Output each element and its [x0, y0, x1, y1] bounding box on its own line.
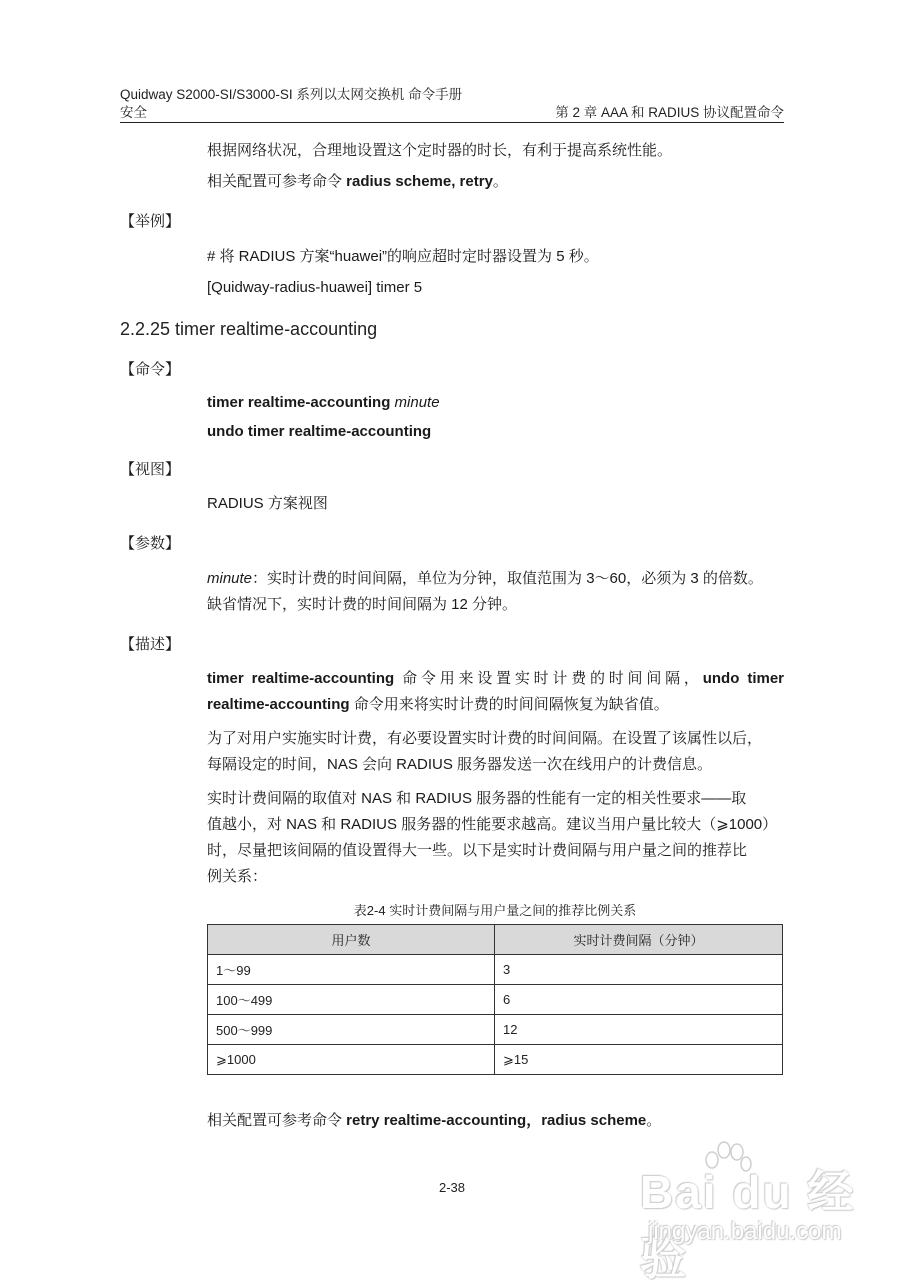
param-description: minute：实时计费的时间间隔，单位为分钟，取值范围为 3～60，必须为 3 的倍数。: [207, 570, 763, 587]
params-label: 【参数】: [120, 535, 181, 552]
column-header-users: 用户数: [208, 925, 495, 955]
example-comment: # 将 RADIUS 方案“huawei”的响应超时定时器设置为 5 秒。: [207, 248, 599, 265]
description-p3-line4: 例关系：: [207, 868, 268, 885]
recommendation-table: [207, 924, 783, 1075]
view-label: 【视图】: [120, 461, 181, 478]
table-row: [208, 985, 783, 1015]
view-value: RADIUS 方案视图: [207, 495, 328, 512]
cell-users: 500～999: [208, 1015, 495, 1045]
command-label: 【命令】: [120, 361, 181, 378]
table-caption: 表2-4 实时计费间隔与用户量之间的推荐比例关系: [353, 903, 637, 918]
table-row: [208, 955, 783, 985]
cell-users: 100～499: [208, 985, 495, 1015]
command-syntax: timer realtime-accounting minute: [207, 394, 440, 411]
column-header-interval: 实时计费间隔（分钟）: [495, 925, 783, 955]
doc-section: 安全: [120, 105, 147, 120]
doc-title: Quidway S2000-SI/S3000-SI 系列以太网交换机 命令手册: [120, 87, 463, 102]
cell-interval: ⩾15: [495, 1045, 783, 1075]
cell-interval: 3: [495, 955, 783, 985]
page-number: 2-38: [438, 1180, 466, 1195]
related-commands-footer: 相关配置可参考命令 retry realtime-accounting，radius scheme。: [207, 1112, 662, 1129]
desc-line: 根据网络状况，合理地设置这个定时器的时长，有利于提高系统性能。: [207, 142, 673, 159]
section-heading: 2.2.25 timer realtime-accounting: [120, 319, 378, 339]
undo-command-syntax: undo timer realtime-accounting: [207, 423, 432, 440]
table-row: [208, 1015, 783, 1045]
cell-interval: 12: [495, 1015, 783, 1045]
watermark-url: jingyan.baidu.com: [648, 1218, 842, 1245]
watermark-logo: Bai du 经验: [640, 1166, 856, 1284]
baidu-watermark: [640, 1140, 880, 1284]
cell-users: ⩾1000: [208, 1045, 495, 1075]
table-header-row: [208, 925, 783, 955]
description-label: 【描述】: [120, 636, 181, 653]
related-commands: 相关配置可参考命令 radius scheme, retry。: [207, 173, 508, 190]
table-row: [208, 1045, 783, 1075]
description-p3-line1: 实时计费间隔的取值对 NAS 和 RADIUS 服务器的性能有一定的相关性要求——取: [207, 790, 747, 807]
description-p3-line2: 值越小，对 NAS 和 RADIUS 服务器的性能要求越高。建议当用户量比较大（⩾1000）: [207, 816, 778, 833]
description-p2-line2: 每隔设定的时间，NAS 会向 RADIUS 服务器发送一次在线用户的计费信息。: [207, 756, 713, 773]
header-rule: [120, 122, 784, 123]
example-command: [Quidway-radius-huawei] timer 5: [207, 279, 423, 296]
cell-users: 1～99: [208, 955, 495, 985]
description-p2-line1: 为了对用户实施实时计费，有必要设置实时计费的时间间隔。在设置了该属性以后，: [207, 730, 763, 747]
example-label: 【举例】: [120, 213, 181, 230]
description-p1-line2: realtime-accounting 命令用来将实时计费的时间间隔恢复为缺省值。: [207, 696, 669, 713]
description-p1-line1: timer realtime-accounting 命令用来设置实时计费的时间间隔，undo timer: [207, 670, 785, 687]
chapter-title: 第 2 章 AAA 和 RADIUS 协议配置命令: [555, 105, 784, 120]
param-default: 缺省情况下，实时计费的时间间隔为 12 分钟。: [207, 596, 518, 613]
description-p3-line3: 时，尽量把该间隔的值设置得大一些。以下是实时计费间隔与用户量之间的推荐比: [207, 842, 748, 859]
cell-interval: 6: [495, 985, 783, 1015]
